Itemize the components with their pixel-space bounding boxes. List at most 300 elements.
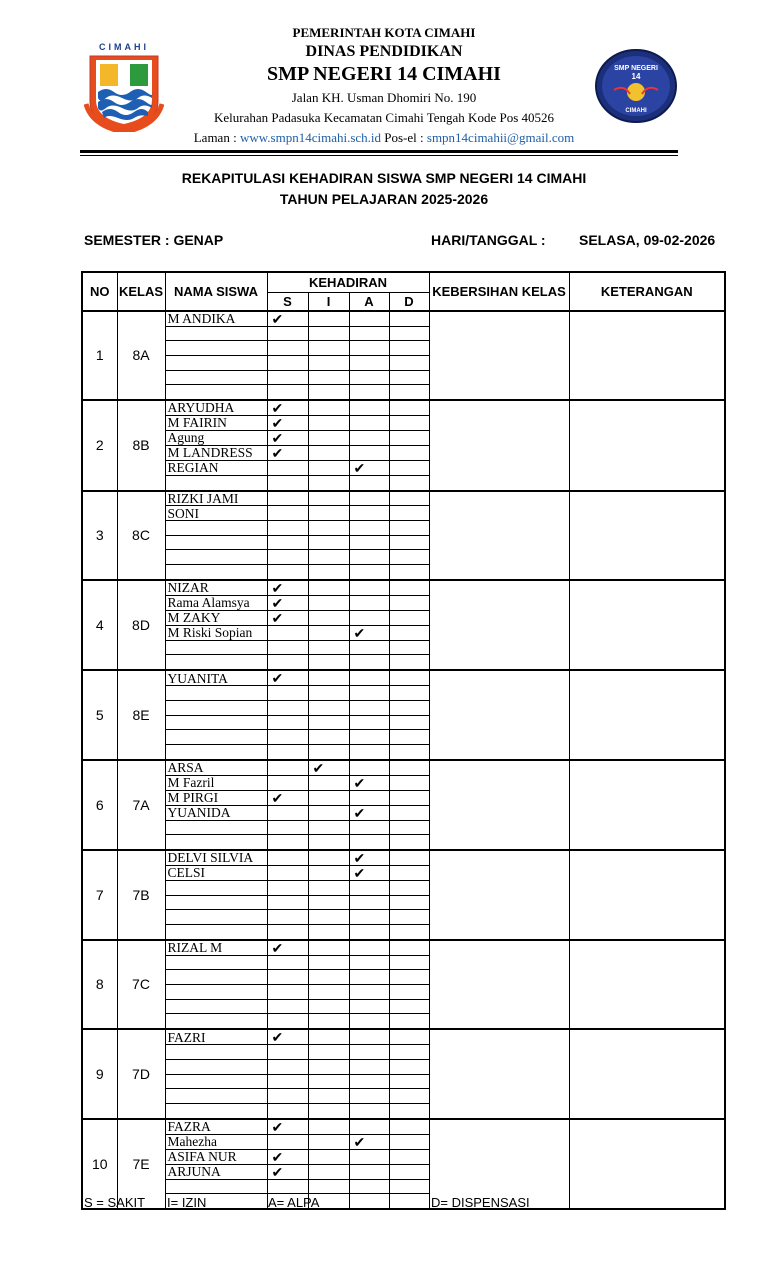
class-name: 7C [117,940,165,1029]
attendance-s-cell [267,1134,308,1149]
attendance-i-cell [308,445,349,460]
attendance-i-cell [308,1074,349,1089]
keterangan-cell [569,1119,725,1209]
kebersihan-cell [429,940,569,1029]
student-name [165,820,267,835]
student-name [165,341,267,356]
attendance-i-cell [308,999,349,1014]
keterangan-cell [569,850,725,940]
student-name [165,1103,267,1118]
attendance-d-cell [389,370,429,385]
attendance-d-cell [389,1149,429,1164]
attendance-a-cell [349,565,389,580]
attendance-d-cell [389,999,429,1014]
row-number: 3 [82,491,117,580]
check-mark-icon: ✔ [271,1118,284,1135]
check-mark-icon: ✔ [271,1029,284,1045]
student-name: Rama Alamsya [165,595,267,610]
attendance-s-cell [267,686,308,701]
student-name [165,1179,267,1194]
attendance-i-cell [308,326,349,341]
attendance-a-cell [349,1164,389,1179]
attendance-s-cell [267,1103,308,1118]
attendance-a-cell [349,805,389,820]
attendance-d-cell [389,400,429,416]
posel-label: Pos-el : [381,130,427,145]
attendance-i-cell [308,565,349,580]
attendance-a-cell [349,341,389,356]
student-name [165,744,267,759]
student-name: FAZRI [165,1029,267,1045]
check-mark-icon: ✔ [312,759,325,776]
attendance-s-cell [267,370,308,385]
keterangan-cell [569,400,725,491]
kebersihan-cell [429,760,569,850]
student-name: RIZKI JAMI [165,491,267,506]
attendance-d-cell [389,311,429,327]
attendance-a-cell [349,445,389,460]
student-name: M LANDRESS [165,445,267,460]
attendance-i-cell [308,625,349,640]
header-kebersihan-kelas: KEBERSIHAN KELAS [429,272,569,311]
attendance-d-cell [389,865,429,880]
attendance-d-cell [389,715,429,730]
attendance-i-cell [308,415,349,430]
attendance-s-cell [267,1089,308,1104]
attendance-i-cell [308,491,349,506]
attendance-s-cell [267,910,308,925]
attendance-i-cell [308,1103,349,1118]
keterangan-cell [569,580,725,670]
attendance-d-cell [389,955,429,970]
attendance-d-cell [389,805,429,820]
attendance-i-cell [308,521,349,536]
class-name: 7B [117,850,165,940]
student-name: M ANDIKA [165,311,267,327]
attendance-s-cell [267,805,308,820]
attendance-s-cell [267,790,308,805]
attendance-d-cell [389,910,429,925]
attendance-d-cell [389,1179,429,1194]
student-name [165,895,267,910]
kebersihan-cell [429,580,569,670]
attendance-a-cell [349,1134,389,1149]
attendance-i-cell [308,640,349,655]
attendance-d-cell [389,1103,429,1118]
attendance-a-cell [349,730,389,745]
attendance-s-cell [267,506,308,521]
student-name [165,999,267,1014]
attendance-i-cell [308,341,349,356]
attendance-d-cell [389,341,429,356]
attendance-d-cell [389,580,429,596]
student-name [165,385,267,400]
header-s: S [267,292,308,311]
check-mark-icon: ✔ [271,790,284,806]
attendance-a-cell [349,700,389,715]
kebersihan-cell [429,1029,569,1118]
attendance-s-cell [267,1045,308,1060]
attendance-s-cell [267,744,308,759]
row-number: 5 [82,670,117,759]
attendance-s-cell [267,955,308,970]
attendance-i-cell [308,610,349,625]
attendance-s-cell [267,880,308,895]
attendance-s-cell [267,565,308,580]
attendance-a-cell [349,1014,389,1029]
attendance-s-cell [267,475,308,490]
class-name: 8A [117,311,165,400]
student-name: NIZAR [165,580,267,596]
legend-izin: I= IZIN [167,1195,207,1210]
student-name [165,925,267,940]
kebersihan-cell [429,670,569,759]
attendance-s-cell [267,655,308,670]
attendance-a-cell [349,925,389,940]
attendance-d-cell [389,1074,429,1089]
attendance-i-cell [308,686,349,701]
letterhead-divider [80,150,678,153]
attendance-a-cell [349,550,389,565]
attendance-d-cell [389,506,429,521]
check-mark-icon: ✔ [271,610,284,626]
check-mark-icon: ✔ [353,460,366,476]
class-name: 8E [117,670,165,759]
attendance-i-cell [308,1045,349,1060]
attendance-i-cell [308,865,349,880]
student-name [165,835,267,850]
attendance-a-cell [349,460,389,475]
attendance-i-cell [308,820,349,835]
student-name [165,910,267,925]
attendance-i-cell [308,670,349,686]
date-value: SELASA, 09-02-2026 [579,232,716,248]
attendance-a-cell [349,610,389,625]
check-mark-icon: ✔ [271,939,284,956]
attendance-d-cell [389,565,429,580]
document-subtitle: TAHUN PELAJARAN 2025-2026 [279,191,489,207]
attendance-s-cell [267,550,308,565]
attendance-a-cell [349,521,389,536]
attendance-d-cell [389,1059,429,1074]
attendance-s-cell [267,1179,308,1194]
table-row [82,400,725,416]
attendance-i-cell [308,895,349,910]
attendance-i-cell [308,1164,349,1179]
check-mark-icon: ✔ [271,1149,284,1165]
student-name [165,550,267,565]
row-number: 10 [82,1119,117,1209]
attendance-i-cell [308,430,349,445]
row-number: 2 [82,400,117,491]
attendance-s-cell [267,715,308,730]
attendance-d-cell [389,655,429,670]
attendance-s-cell [267,985,308,1000]
table-row [82,311,725,327]
attendance-i-cell [308,744,349,759]
attendance-i-cell [308,1149,349,1164]
attendance-a-cell [349,326,389,341]
class-name: 8B [117,400,165,491]
attendance-d-cell [389,415,429,430]
attendance-a-cell [349,686,389,701]
attendance-d-cell [389,895,429,910]
student-name [165,355,267,370]
attendance-a-cell [349,1119,389,1135]
attendance-s-cell [267,400,308,416]
attendance-i-cell [308,475,349,490]
attendance-s-cell [267,670,308,686]
attendance-a-cell [349,1045,389,1060]
letterhead-address: Jalan KH. Usman Dhomiri No. 190 [291,90,477,105]
check-mark-icon: ✔ [353,625,366,641]
class-name: 7E [117,1119,165,1209]
attendance-a-cell [349,475,389,490]
attendance-d-cell [389,355,429,370]
letterhead-contact [0,130,768,146]
attendance-i-cell [308,311,349,327]
attendance-d-cell [389,1134,429,1149]
attendance-s-cell [267,415,308,430]
attendance-i-cell [308,715,349,730]
attendance-s-cell [267,835,308,850]
attendance-s-cell [267,580,308,596]
attendance-s-cell [267,521,308,536]
row-number: 9 [82,1029,117,1118]
attendance-a-cell [349,820,389,835]
attendance-d-cell [389,1164,429,1179]
student-name: RIZAL M [165,940,267,956]
email-link[interactable]: smpn14cimahii@gmail.com [426,130,575,145]
check-mark-icon: ✔ [271,579,284,596]
attendance-s-cell [267,970,308,985]
attendance-i-cell [308,1089,349,1104]
attendance-i-cell [308,940,349,956]
row-number: 1 [82,311,117,400]
student-name: REGIAN [165,460,267,475]
attendance-d-cell [389,1014,429,1029]
class-name: 8C [117,491,165,580]
check-mark-icon: ✔ [271,430,284,446]
attendance-d-cell [389,730,429,745]
attendance-a-cell [349,655,389,670]
student-name: ARJUNA [165,1164,267,1179]
attendance-d-cell [389,820,429,835]
keterangan-cell [569,670,725,759]
student-name [165,1089,267,1104]
attendance-d-cell [389,880,429,895]
keterangan-cell [569,1029,725,1118]
student-name: M Fazril [165,775,267,790]
attendance-a-cell [349,715,389,730]
attendance-a-cell [349,491,389,506]
attendance-a-cell [349,1089,389,1104]
svg-text:14: 14 [631,72,641,81]
attendance-i-cell [308,370,349,385]
keterangan-cell [569,491,725,580]
attendance-i-cell [308,700,349,715]
letterhead-address-2: Kelurahan Padasuka Kecamatan Cimahi Tengah Kode Pos 40526 [213,110,554,125]
attendance-a-cell [349,1103,389,1118]
attendance-s-cell [267,895,308,910]
attendance-d-cell [389,460,429,475]
attendance-a-cell [349,1059,389,1074]
row-number: 7 [82,850,117,940]
attendance-i-cell [308,400,349,416]
attendance-d-cell [389,610,429,625]
student-name [165,715,267,730]
svg-text:CIMAHI: CIMAHI [99,42,149,52]
attendance-i-cell [308,1134,349,1149]
svg-text:CIMAHI: CIMAHI [625,108,647,114]
student-name [165,655,267,670]
attendance-a-cell [349,895,389,910]
attendance-i-cell [308,775,349,790]
student-name [165,326,267,341]
attendance-a-cell [349,910,389,925]
attendance-s-cell [267,940,308,956]
attendance-i-cell [308,805,349,820]
student-name [165,521,267,536]
attendance-d-cell [389,430,429,445]
attendance-i-cell [308,1119,349,1135]
check-mark-icon: ✔ [271,310,284,326]
attendance-s-cell [267,595,308,610]
legend-dispensasi: D= DISPENSASI [431,1195,530,1210]
attendance-a-cell [349,595,389,610]
student-name [165,730,267,745]
attendance-a-cell [349,355,389,370]
student-name: ARSA [165,760,267,776]
table-row [82,760,725,776]
attendance-d-cell [389,326,429,341]
header-no: NO [82,272,117,311]
attendance-a-cell [349,744,389,759]
attendance-i-cell [308,385,349,400]
attendance-i-cell [308,535,349,550]
attendance-d-cell [389,1029,429,1045]
student-name [165,1014,267,1029]
attendance-a-cell [349,625,389,640]
attendance-s-cell [267,430,308,445]
attendance-s-cell [267,1149,308,1164]
check-mark-icon: ✔ [271,670,284,686]
student-name [165,880,267,895]
header-kehadiran: KEHADIRAN [267,272,429,292]
date-label: HARI/TANGGAL : [431,232,546,248]
svg-text:SMP NEGERI: SMP NEGERI [614,65,658,72]
student-name [165,475,267,490]
attendance-d-cell [389,686,429,701]
attendance-s-cell [267,925,308,940]
header-i: I [308,292,349,311]
header-a: A [349,292,389,311]
attendance-s-cell [267,640,308,655]
attendance-d-cell [389,940,429,956]
table-row [82,491,725,506]
attendance-s-cell [267,460,308,475]
website-link[interactable]: www.smpn14cimahi.sch.id [239,130,382,145]
table-row [82,670,725,686]
attendance-i-cell [308,730,349,745]
table-row [82,1119,725,1135]
attendance-a-cell [349,400,389,416]
attendance-s-cell [267,355,308,370]
student-name: M Riski Sopian [165,625,267,640]
student-name: CELSI [165,865,267,880]
student-name [165,1074,267,1089]
attendance-a-cell [349,850,389,866]
attendance-body [82,311,725,1209]
student-name: SONI [165,506,267,521]
attendance-s-cell [267,730,308,745]
attendance-a-cell [349,640,389,655]
attendance-s-cell [267,1014,308,1029]
student-name [165,700,267,715]
attendance-a-cell [349,985,389,1000]
student-name [165,640,267,655]
attendance-d-cell [389,760,429,776]
header-nama-siswa: NAMA SISWA [165,272,267,311]
attendance-d-cell [389,475,429,490]
semester-label: SEMESTER : GENAP [84,232,224,248]
attendance-a-cell [349,415,389,430]
class-name: 7A [117,760,165,850]
attendance-d-cell [389,850,429,866]
attendance-d-cell [389,775,429,790]
attendance-s-cell [267,760,308,776]
student-name: YUANITA [165,670,267,686]
attendance-i-cell [308,355,349,370]
class-name: 8D [117,580,165,670]
check-mark-icon: ✔ [353,849,366,866]
student-name: YUANIDA [165,805,267,820]
keterangan-cell [569,311,725,400]
attendance-a-cell [349,670,389,686]
attendance-s-cell [267,445,308,460]
attendance-i-cell [308,595,349,610]
student-name: M FAIRIN [165,415,267,430]
attendance-i-cell [308,835,349,850]
attendance-a-cell [349,370,389,385]
attendance-d-cell [389,595,429,610]
attendance-d-cell [389,790,429,805]
attendance-d-cell [389,640,429,655]
student-name [165,686,267,701]
check-mark-icon: ✔ [353,805,366,821]
student-name: ARYUDHA [165,400,267,416]
attendance-s-cell [267,999,308,1014]
kebersihan-cell [429,850,569,940]
check-mark-icon: ✔ [271,415,284,431]
table-row [82,1029,725,1045]
attendance-a-cell [349,880,389,895]
student-name: M ZAKY [165,610,267,625]
attendance-d-cell [389,970,429,985]
attendance-a-cell [349,775,389,790]
attendance-i-cell [308,1059,349,1074]
attendance-d-cell [389,535,429,550]
attendance-i-cell [308,550,349,565]
letterhead-divider-thin [80,155,678,156]
document-title: REKAPITULASI KEHADIRAN SISWA SMP NEGERI 14 CIMAHI [181,170,587,186]
attendance-a-cell [349,1179,389,1194]
attendance-table [81,271,726,1210]
attendance-d-cell [389,1194,429,1209]
attendance-s-cell [267,625,308,640]
attendance-d-cell [389,491,429,506]
student-name: Mahezha [165,1134,267,1149]
